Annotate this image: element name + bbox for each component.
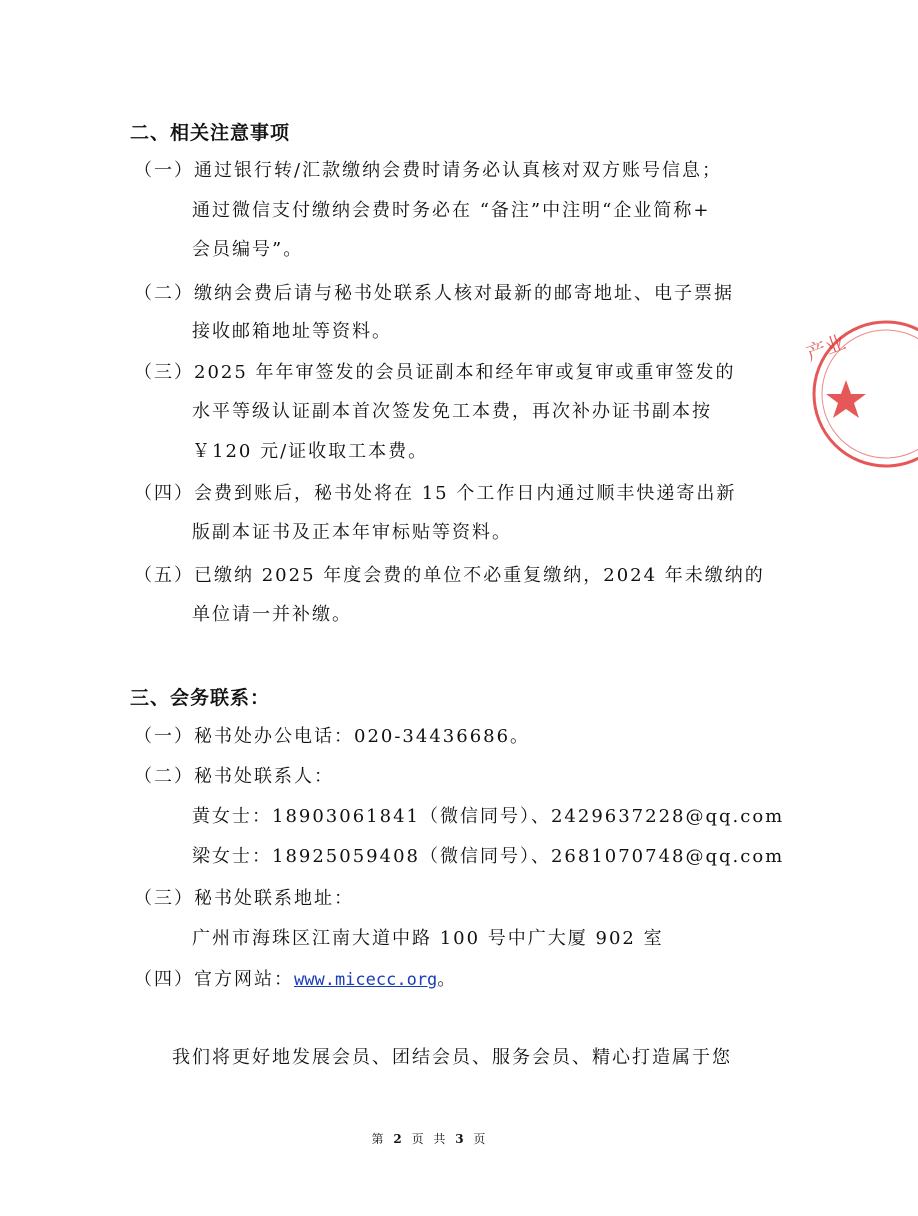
closing-paragraph: 我们将更好地发展会员、团结会员、服务会员、精心打造属于您 [172,1047,732,1068]
note-3-line-1: （三）2025 年年审签发的会员证副本和经年审或复审或重审签发的 [134,362,736,383]
footer-prefix: 第 [371,1132,387,1146]
note-3-line-3: ￥120 元/证收取工本费。 [192,441,429,462]
footer-current-page: 2 [393,1132,405,1146]
footer-suffix: 页 [473,1132,489,1146]
note-1-line-3: 会员编号”。 [192,239,304,260]
note-4-line-2: 版副本证书及正本年审标贴等资料。 [192,522,512,543]
note-5-line-2: 单位请一并补缴。 [192,604,352,625]
note-4-line-1: （四）会费到账后，秘书处将在 15 个工作日内通过顺丰快递寄出新 [134,483,737,504]
footer-total-pages: 3 [455,1132,467,1146]
note-2-line-1: （二）缴纳会费后请与秘书处联系人核对最新的邮寄地址、电子票据 [134,283,734,304]
website-label: （四）官方网站： [134,969,294,990]
website-line [134,968,457,992]
section-heading-contact: 三、会务联系： [130,687,271,709]
section-heading-notes: 二、相关注意事项 [130,122,291,144]
svg-text:产业: 产业 [802,329,849,366]
footer-middle: 页 共 [411,1132,449,1146]
note-5-line-1: （五）已缴纳 2025 年度会费的单位不必重复缴纳，2024 年未缴纳的 [134,565,765,586]
red-seal-stamp [802,318,918,468]
note-1-line-2: 通过微信支付缴纳会费时务必在 “备注”中注明“企业简称+ [192,200,711,221]
note-1-line-1: （一）通过银行转/汇款缴纳会费时请务必认真核对双方账号信息； [134,160,723,181]
page-footer [0,1130,860,1147]
seal-graphic [802,318,918,468]
contact-huang: 黄女士：18903061841（微信同号）、2429637228@qq.com [192,806,785,827]
note-2-line-2: 接收邮箱地址等资料。 [192,321,392,342]
office-phone: （一）秘书处办公电话：020-34436686。 [134,726,531,747]
contact-liang: 梁女士：18925059408（微信同号）、2681070748@qq.com [192,846,785,867]
address: 广州市海珠区江南大道中路 100 号中广大厦 902 室 [192,928,664,949]
website-suffix: 。 [437,969,458,990]
contacts-label: （二）秘书处联系人： [134,766,334,787]
note-3-line-2: 水平等级认证副本首次签发免工本费，再次补办证书副本按 [192,401,712,422]
website-link[interactable]: www.micecc.org [294,970,438,990]
address-label: （三）秘书处联系地址： [134,888,354,909]
